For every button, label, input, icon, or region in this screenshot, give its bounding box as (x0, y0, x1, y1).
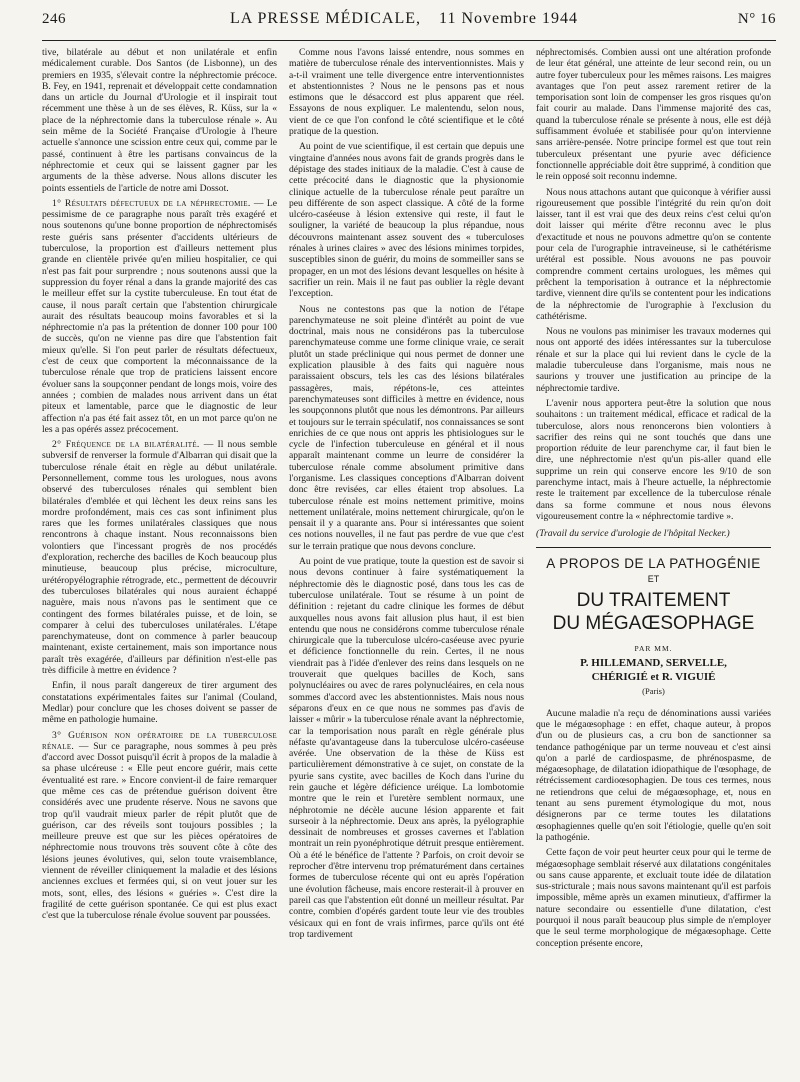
article-et: ET (647, 573, 660, 584)
paragraph: Enfin, il nous paraît dangereux de tirer argument des constatations expérimentales faites sur l'animal (Couland, Medlar) pour conclure que les choses doivent se passer de même en pathologie humaine. (42, 680, 277, 726)
section-2 (42, 439, 277, 676)
authors-line2: CHÉRIGIÉ et R. VIGUIÉ (591, 671, 716, 684)
by-line: PAR MM. (634, 644, 673, 654)
paragraph: L'avenir nous apportera peut-être la solution que nous souhaitons : un traitement médical, efficace et radical de la tuberculose, alors nous renoncerons bien volontiers à sacrifier des reins qui ne sont touchés que dans une proportion réduite de leur parenchyme car, il faut bien le dire, une néphrectomie n'est qu'un pis-aller quand elle supprime un rein qui conserve encore les 9/10 de son parenchyme intact, mais à l'heure actuelle, la néphrectomie reste le traitement par excellence de la tuberculose rénale dans sa forme commune et nous nous élevons vigoureusement contre la « néphrectomie tardive ». (536, 397, 771, 522)
paragraph: néphrectomisés. Combien aussi ont une altération profonde de leur état général, une atteinte de leur second rein, ou un autre foyer tuberculeux pour les mêmes raisons. Les maigres avantages que l'on peut assez rarement retirer de la temporisation sont loin de compenser les gros risques qu'on fait courir au malade. Dans l'immense majorité des cas, quand la tuberculose rénale se présente à nous, elle est déjà suffisamment évoluée et stabilisée pour qu'on intervienne sans arrière-pensée. Notre principe formel est que tout rein tuberculeux présentant une pyurie avec déficience fonctionnelle appréciable doit être supprimé, à condition que le rein opposé soit reconnu indemne. (536, 47, 771, 183)
paragraph: Au point de vue pratique, toute la question est de savoir si nous devons continuer à faire systématiquement la néphrectomie dès le diagnostic posé, dans tous les cas de tuberculose unilatérale. Tout se résume à un point de définition : rejetant du cadre clinique les formes de début auxquelles nous avons fait allusion plus haut, il est bien entendu que nous ne considérons comme tuberculose rénale chirurgicale que la tuberculose ulcéro-caséeuse avec pyurie et déficience fonctionnelle du rein. Certes, il ne nous viendrait pas à l'idée d'enlever des reins dans lesquels on ne trouverait que quelques bacilles de Koch, sans polynucléaires ou avec de rares polynucléaires, en cela nous sommes d'accord avec les abstentionnistes. Mais nous nous séparons d'eux en ce que nous ne sommes pas d'avis de laisser « mûrir » la tuberculose rénale avant la néphrectomie, car la temporisation nous paraît en règle générale plus néfaste qu'avantageuse dans la tuberculose ulcéro-caséeuse avérée. Une observation de la thèse de Küss est particulièrement démonstrative à ce sujet, on constate de la pyurie sans cystite, avec bacilles de Koch dans l'urine du rein gauche et légère déficience uréique. La lombotomie montre que le rein et l'uretère semblent normaux, une néphrotomie ne décèle aucune lésion apparente et fait surseoir à la néphrectomie. Deux ans après, la pyélographie dessinait de nombreuses et grosses cavernes et l'ablation montrait un rein pyonéphrotique détruit presque entièrement. Où a été le bénéfice de l'attente ? Parfois, on croit devoir se reprocher d'être intervenu trop prématurément dans certaines formes de tuberculose récente qui ont eu après l'opération une évolution fâcheuse, mais encore resterait-il à prouver en pareil cas que l'abstention eût donné un meilleur résultat. Par contre, combien d'opérés gardent toute leur vie des troubles vésicaux qui en font de vrais infirmes, parce qu'ils ont été trop tardivement (289, 556, 524, 940)
journal-name: LA PRESSE MÉDICALE, (230, 10, 422, 27)
page-number: 246 (42, 11, 66, 27)
authors (536, 656, 771, 684)
paragraph: Le pessimisme de ce paragraphe nous paraît très exagéré et nous soutenons qu'une bonne proportion de néphrectomisés reste guéris sans présenter d'accidents ultérieurs de tuberculose, la proportion est d'ailleurs nettement plus grande en clientèle privée qu'en milieu hospitalier, ce qui n'est pas fait pour surprendre ; nous soutenons aussi que la suppression du foyer rénal a dans la grande majorité des cas le meilleur effet sur la cystite tuberculeuse. En tout état de cause, il nous paraît certain que l'abstention chirurgicale aurait des résultats beaucoup moins favorables et si la néphrectomie n'a pas la prétention de donner 100 pour 100 de succès, qu'on ne vienne pas dire que l'abstention fait mieux qu'elle. Si l'on peut parler de résultats défectueux, c'est de ceux que comportent la méconnaissance de la tuberculose rénale que trop de praticiens laissent encore évoluer sans la soupçonner pendant de longs mois, voire des années ; combien de malades nous arrivent dans un état piteux et lamentable, parce que le diagnostic de leur affection n'a pas été fait assez tôt, en un mot parce qu'on ne les a pas opérés assez précocement. (42, 197, 277, 435)
column-2 (289, 47, 524, 1077)
paragraph: Nous nous attachons autant que quiconque à vérifier aussi rigoureusement que possible l'intégrité du rein qu'on doit laisser, tant il est vrai que des deux reins c'est celui qu'on doit laisser qui mérite d'être reconnu avec le plus d'exactitude et nous ne pouvons admettre qu'on se contente pour cela de l'urographie intraveineuse, si le cathétérisme urétéral est possible. Nous avouons ne pas pouvoir comprendre comment certains urologues, les mêmes qui prêchent la temporisation à outrance et la néphrectomie tardive, viennent dire qu'ils se contentent pour les indications de la néphrectomie de l'urographie à l'exclusion du cathétérisme. (536, 186, 771, 322)
paragraph: Au point de vue scientifique, il est certain que depuis une vingtaine d'années nous avons fait de grands progrès dans le dépistage des stades initiaux de la maladie. C'est à cause de cette précocité dans le diagnostic que la physionomie clinique actuelle de la tuberculose rénale peut paraître un peu différente de son aspect classique. A côté de la forme ulcéro-caséeuse à lésion extensive qui reste, il faut le souligner, la variété de beaucoup la plus répandue, nous découvrons maintenant assez souvent des « tuberculoses rénales à urines claires » avec des lésions minimes torpides, susceptibles sinon de guérir, du moins de sommeiller sans se propager, en un mot des lésions devant lesquelles on hésite à sacrifier un rein. Mais il ne faut pas oublier la règle devant l'exception. (289, 141, 524, 300)
article-kicker: A PROPOS DE LA PATHOGÉNIE (546, 556, 761, 572)
column-3 (536, 47, 771, 1077)
header-rule (42, 40, 776, 41)
issue-number: N° 16 (737, 11, 776, 27)
paragraph: — Sur ce paragraphe, nous sommes à peu près d'accord avec Dossot puisqu'il écrit à propos de la maladie à sa phase ulcéreuse : « Elle peut encore guérir, mais cette éventualité est rare. » Encore convient-il de faire remarquer que même ces cas de prétendue guérison doivent être considérés avec une prudente réserve. Nous ne savons que trop qu'il vaudrait mieux parler de répit plutôt que de guérison, car des réveils sont toujours possibles ; la meilleure preuve est que sur les pièces opératoires de néphrectomie nous trouvons très souvent côte à côte des lésions jeunes évolutives, qui, selon toute vraisemblance, viennent de réveiller cliniquement la maladie et des lésions anciennes exclues et fermées qui, si on veut jouer sur les mots, sont, elles, des lésions « guéries ». C'est dire la fragilité de cette guérison spontanée. Ce qui est plus exact c'est que la tuberculose rénale évolue souvent par poussées. (42, 740, 277, 922)
article-title (536, 589, 771, 635)
journal-title (102, 10, 706, 28)
author-city: (Paris) (642, 686, 665, 697)
paragraph: Aucune maladie n'a reçu de dénominations aussi variées que le mégaœsophage : en effet, chaque auteur, à propos d'un ou de plusieurs cas, a cru bon de sanctionner sa tendance pathogénique par un terme nouveau et c'est ainsi qu'on a parlé de cardiospasme, de phrénospasme, de mégaœsophage, de dilatation idiopathique de l'œsophage, de rétrécissement cardioœsophagien. De tous ces termes, nous ne retiendrons que celui de mégaœsophage, et, nous en tenant au sens purement étymologique du mot, nous désignerons par ce terme toutes les dilatations œsophagiennes quelle qu'en soit l'étiologie, quelle qu'en soit la pathogénie. (536, 707, 771, 843)
paragraph: Nous ne voulons pas minimiser les travaux modernes qui nous ont apporté des idées intéressantes sur la tuberculose rénale et sur la place qui lui revient dans le cycle de la maladie tuberculeuse dans l'organisme, mais nous ne saurions y trouver une justification au principe de la néphrectomie tardive. (536, 326, 771, 394)
section-1: 1° Résultats défectueux de la néphrectomie. — Le pessimisme de ce paragraphe nous paraît très exagéré et nous soutenons qu'une bonne proportion de néphrectomisés reste guéris sans présenter d'accidents ultérieurs de tuberculose, la proportion est d'ailleurs nettement plus grande en clientèle privée qu'en milieu hospitalier, ce qui n'est pas fait pour surprendre ; nous soutenons aussi que la suppression du foyer rénal a dans la grande majorité des cas le meilleur effet sur la cystite tuberculeuse. En tout état de cause, il nous paraît certain que l'abstention chirurgicale aurait des résultats beaucoup moins favorables et si la néphrectomie n'a pas la prétention de donner 100 pour 100 de succès, qu'on ne vienne pas dire que l'abstention fait mieux qu'elle. Si l'on peut parler de résultats défectueux, c'est de ceux que comportent la méconnaissance de la tuberculose rénale que trop de praticiens laissent encore évoluer sans la soupçonner pendant de longs mois, voire des années ; combien de malades nous arrivent dans un état piteux et lamentable, parce que le diagnostic de leur affection n'a pas été fait assez tôt, en un mot parce qu'on ne les a pas opérés assez précocement. (42, 197, 277, 435)
section-3 (42, 730, 277, 922)
authors-line1: P. HILLEMAND, SERVELLE, (580, 657, 727, 670)
columns (42, 47, 776, 1077)
paragraph: Nous ne contestons pas que la notion de l'étape parenchymateuse ne soit pleine d'intérêt au point de vue doctrinal, mais nous ne considérons pas la tuberculose parenchymateuse comme une forme clinique vraie, ce serait plutôt un stade préclinique qui nous permet de donner une explication plausible à des faits qui naguère nous paraissaient obscurs, tels les cas des lésions bilatérales passagères, mais, répétons-le, ces atteintes parenchymateuses sont difficiles à mettre en évidence, nous les soupçonnons plutôt que nous les démontrons. Par ailleurs et toujours sur le terrain spéculatif, nos connaissances se sont enrichies de ce que nous ont appris les phtisiologues sur le cycle de l'infection tuberculeuse en général et il nous apparaît maintenant comme un leurre de considérer la tuberculose rénale comme absolument primitive dans l'organisme. Les classiques conceptions d'Albarran doivent donc être revisées, car elles étaient trop absolues. La tuberculose rénale est moins nettement primitive, moins nettement unilatérale, moins nettement chirurgicale, qu'on le pensait il y a quarante ans. Pour si intéressantes que soient ces notions nouvelles, il ne faut pas perdre de vue que c'est sur le terrain pratique que nous devons conclure. (289, 303, 524, 552)
article-title-line2: DU MÉGAŒSOPHAGE (552, 613, 755, 635)
page-header (42, 10, 776, 38)
paragraph: — Il nous semble subversif de renverser la formule d'Albarran qui disait que la tuberculose rénale était en règle au début unilatérale. Personnellement, comme tous les urologues, nous avons observé des tuberculoses rénales qui semblent bien bilatérales d'emblée et qui lèchent les deux reins sans les mordre profondément, mais ces cas sont infiniment plus rares que les formes unilatérales classiques que nous rencontrons à chaque instant. Nous reconnaissons bien volontiers que l'incessant progrès de nos procédés d'exploration, recherche des bacilles de Koch beaucoup plus minutieuse, beaucoup plus précise, microculture, urétéropyélographie rétrograde, etc., permettent de découvrir des tuberculoses bilatérales qui nous auraient échappé naguère, mais nous n'avons pas le sentiment que ce contingent des formes bilatérales puisse, et de loin, se comparer à celui des tuberculoses unilatérales. L'étape parenchymateuse, dont on commence à parler beaucoup maintenant, existe certainement, mais son importance nous paraît très exagérée, d'ailleurs par définition n'est-elle pas très difficile à mettre en évidence ? (42, 439, 277, 677)
credit-line: (Travail du service d'urologie de l'hôpital Necker.) (536, 528, 730, 540)
paragraph: tive, bilatérale au début et non unilatérale et enfin médicalement curable. Dos Santos (de Lisbonne), un des premiers en 1935, s'élevait contre la néphrectomie précoce. B. Fey, en 1941, reprenait et développait cette condamnation dans un article du Journal d'Urologie et il inspirait tout récemment une thèse à un de ses élèves, R. Küss, sur la « place de la néphrectomie dans la tuberculose rénale ». Au sein même de la Société Française d'Urologie à l'heure actuelle s'annonce une scission entre ceux qui, comme par le passé, continuent à être les partisans convaincus de la néphrectomie et ceux qui se laissent gagner par les arguments de la thèse adverse. Nous allons discuter les points essentiels de l'article de notre ami Dossot. (42, 47, 277, 194)
section-heading: 3° Guérison non opératoire de la tuberculose rénale. (42, 729, 277, 752)
section-heading: 1° Résultats défectueux de la néphrectomie. (52, 197, 251, 209)
paragraph: Comme nous l'avons laissé entendre, nous sommes en matière de tuberculose rénale des interventionnistes. Mais y a-t-il vraiment une telle divergence entre interventionnistes et abstentionnistes ? Nous ne le pensons pas et nous estimons que le désaccord est plus apparent que réel. Essayons de nous expliquer. Le malentendu, selon nous, vient de ce que l'on confond le côté scientifique et le côté pratique de la question. (289, 47, 524, 138)
article-divider (536, 547, 771, 548)
section-heading: 2° Fréquence de la bilatéralité. (52, 439, 200, 451)
paragraph: Cette façon de voir peut heurter ceux pour qui le terme de mégaœsophage semblait réservé aux dilatations congénitales ou sans cause apparente, et excluait toute idée de dilatation sus-stricturale ; mais nous savons maintenant qu'il est parfois impossible, même après un examen minutieux, d'affirmer la nature secondaire ou essentielle d'une dilatation, c'est pourquoi il nous paraît beaucoup plus simple de n'employer que le seul terme morphologique de mégaœsophage. Cette conception présente encore, (536, 847, 771, 949)
article-title-line1: DU TRAITEMENT (576, 590, 731, 612)
issue-date: 11 Novembre 1944 (439, 10, 578, 27)
column-1 (42, 47, 277, 1077)
